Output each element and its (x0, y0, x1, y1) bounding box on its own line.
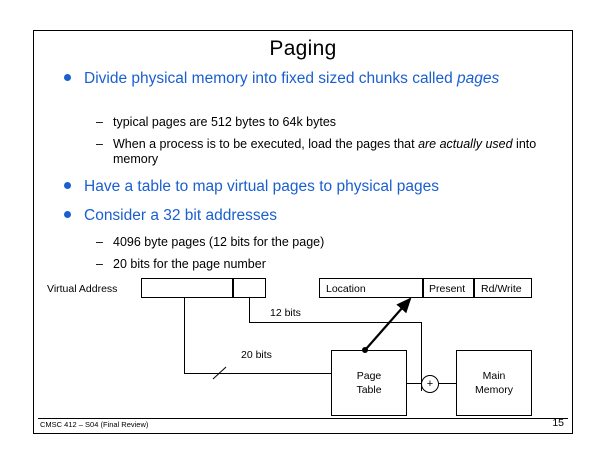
page-table-header-rdwrite (474, 278, 532, 298)
page-table-header-present-label: Present (429, 283, 466, 295)
page-table-to-adder-line (407, 383, 421, 384)
page-table-header-rdwrite-label: Rd/Write (481, 283, 522, 295)
page-number-to-table-line (184, 373, 331, 374)
bullet-text-2: Have a table to map virtual pages to physical pages (84, 178, 439, 195)
main-memory-label-line1: Main (482, 370, 506, 382)
main-memory-box (456, 350, 532, 416)
dash-marker-icon: – (96, 137, 103, 151)
sub-bullet-text-2: When a process is to be executed, load the pages that are actually used into memory (113, 137, 537, 166)
page-number: 15 (552, 417, 564, 429)
bullet-text-1-emphasis: pages (457, 70, 500, 87)
dash-marker-icon: – (96, 257, 103, 271)
virtual-address-page-field (141, 278, 233, 298)
bits-12-label: 12 bits (270, 307, 301, 319)
offset-drop-line (249, 298, 250, 322)
bullet-dot-icon (64, 211, 71, 218)
sub-bullet-text-3: 4096 byte pages (12 bits for the page) (113, 235, 325, 249)
dash-marker-icon: – (96, 115, 103, 129)
bullet-dot-icon (64, 182, 71, 189)
bullet-dot-icon (64, 74, 71, 81)
bits-20-label: 20 bits (241, 349, 272, 361)
page-table-header-location-label: Location (326, 283, 366, 295)
page-title: Paging (269, 37, 337, 60)
footer-divider (38, 418, 568, 419)
bullet-text-1: Divide physical memory into fixed sized chunks called pages (84, 70, 500, 87)
main-memory-label-line2: Memory (475, 384, 513, 396)
sub-bullet-item-3 (96, 235, 546, 250)
bullet-text-3: Consider a 32 bit addresses (84, 207, 278, 224)
sub-bullet-item-2 (96, 137, 546, 167)
sub-bullet-text-4: 20 bits for the page number (113, 257, 266, 271)
sub-bullet-text-1: typical pages are 512 bytes to 64k bytes (113, 115, 337, 129)
virtual-address-offset-field (233, 278, 266, 298)
page-table-label-line2: Table (356, 384, 382, 396)
bit-width-tick-icon (212, 365, 228, 381)
adder-to-memory-line (439, 383, 456, 384)
virtual-address-label: Virtual Address (47, 283, 118, 295)
page-table-label-line1: Page (356, 370, 382, 382)
page-table-lookup-arrow-icon (352, 292, 432, 354)
page-table-box (331, 350, 407, 416)
sub-bullet-text-2-emphasis: are actually used (418, 137, 513, 151)
adder-node: + (421, 375, 439, 393)
dash-marker-icon: – (96, 235, 103, 249)
paging-diagram (34, 274, 574, 424)
sub-bullet-item-4 (96, 257, 546, 272)
footer-text: CMSC 412 – S04 (Final Review) (40, 420, 149, 429)
bullet-item-3 (64, 206, 554, 225)
page-number-drop-line (184, 298, 185, 373)
bullet-item-1 (64, 69, 554, 88)
sub-bullet-item-1 (96, 115, 546, 130)
bullet-item-2 (64, 177, 554, 196)
slide-canvas (33, 30, 573, 434)
